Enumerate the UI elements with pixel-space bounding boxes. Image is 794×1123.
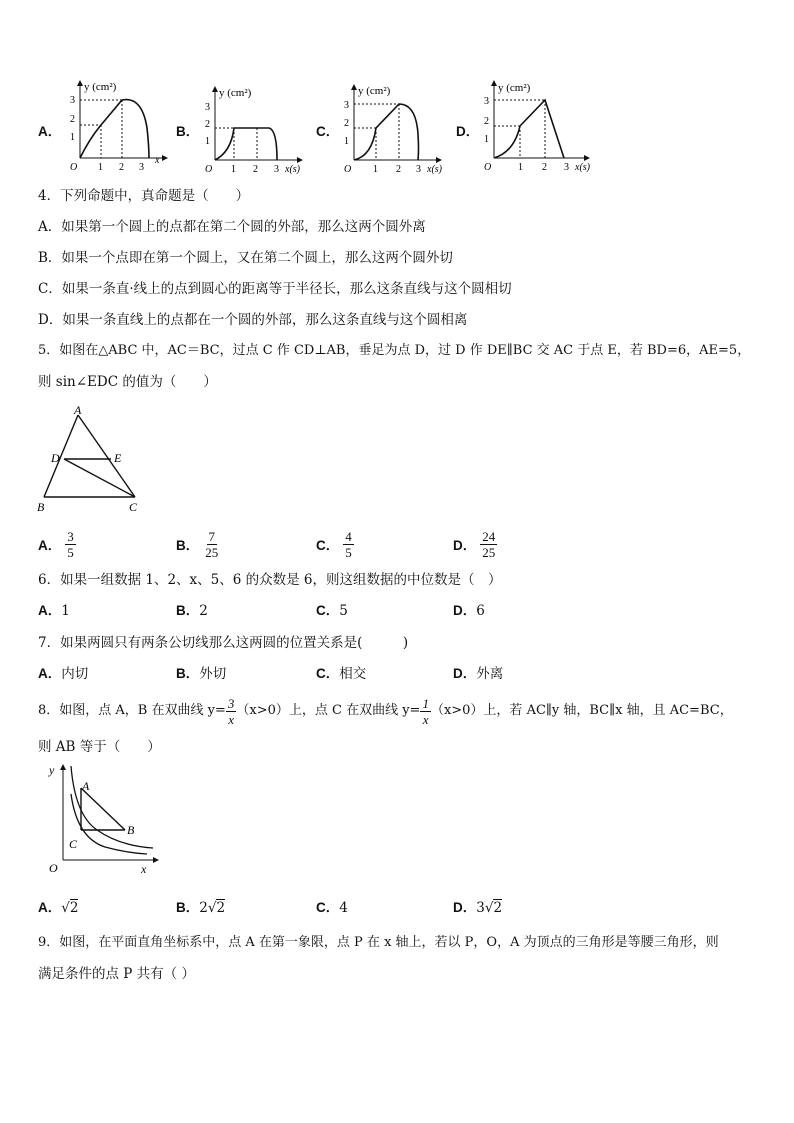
q7-option-c[interactable]: C．相交 [316, 666, 367, 682]
svg-text:3: 3 [70, 95, 75, 106]
svg-text:2: 2 [344, 118, 349, 129]
q9-stem-line1: 9．如图，在平面直角坐标系中，点 A 在第一象限，点 P 在 x 轴上，若以 P，O，A 为顶点的三角形是等腰三角形，则 [38, 935, 719, 950]
svg-text:D: D [51, 451, 60, 465]
svg-text:1: 1 [373, 164, 378, 175]
svg-text:x(s): x(s) [285, 164, 300, 175]
q6-option-a[interactable]: A．1 [38, 603, 70, 619]
q3-graph-b [197, 86, 312, 176]
svg-text:3: 3 [205, 102, 210, 113]
q8-hyperbola-figure [35, 760, 160, 880]
q6-stem: 6．如果一组数据 1、2、x、5、6 的众数是 6，则这组数据的中位数是（ ） [38, 572, 502, 588]
svg-text:1: 1 [205, 136, 210, 147]
q8-stem-line2: 则 AB 等于（ ） [38, 739, 161, 755]
q8-option-b[interactable]: B．2√2 [176, 900, 226, 916]
q7-stem: 7．如果两圆只有两条公切线那么这两圆的位置关系是( ) [38, 635, 409, 651]
svg-text:2: 2 [253, 164, 258, 175]
q5-stem-line1: 5．如图在△ABC 中，AC＝BC，过点 C 作 CD⊥AB，垂足为点 D，过 D 作 DE∥BC 交 AC 于点 E，若 BD=6，AE=5， [38, 343, 751, 358]
q4-option-b[interactable]: B．如果一个点即在第一个圆上，又在第二个圆上，那么这两个圆外切 [38, 250, 453, 266]
svg-text:E: E [114, 451, 122, 465]
svg-text:O: O [344, 164, 352, 175]
q6-option-b[interactable]: B．2 [176, 603, 208, 619]
svg-text:1: 1 [344, 136, 349, 147]
q5-option-a[interactable]: A． $\frac{3}{5}$ [38, 528, 74, 560]
svg-text:3: 3 [416, 164, 421, 175]
svg-text:x: x [141, 862, 147, 876]
svg-text:x(s): x(s) [427, 164, 442, 175]
sqrt-icon: √ [484, 900, 494, 916]
q4-stem: 4．下列命题中，真命题是（ ） [38, 188, 250, 204]
q3-option-c-label[interactable]: C． [316, 124, 340, 139]
svg-text:3: 3 [564, 162, 569, 173]
q3-graph-a [62, 78, 172, 173]
svg-text:B: B [127, 823, 135, 837]
sqrt-icon: √ [207, 900, 217, 916]
svg-text:3: 3 [484, 96, 489, 107]
svg-text:C: C [129, 500, 138, 514]
svg-text:3: 3 [139, 162, 144, 173]
q3-options [0, 78, 794, 178]
svg-text:2: 2 [542, 162, 547, 173]
q8-stem-line1: 8．如图，点 A，B 在双曲线 y= $\frac{3}{x}$ （x>0）上，点 C 在双曲线 y= $\frac{1}{x}$ （x>0）上，若 AC∥y 轴，BC∥x 轴，且 AC=BC， [38, 695, 733, 727]
svg-text:2: 2 [484, 116, 489, 127]
q8-option-c[interactable]: C．4 [316, 900, 348, 916]
svg-text:3: 3 [274, 164, 279, 175]
q4-option-a[interactable]: A．如果第一个圆上的点都在第二个圆的外部，那么这两个圆外离 [38, 219, 426, 235]
q7-option-b[interactable]: B．外切 [176, 666, 227, 682]
q7-option-a[interactable]: A．内切 [38, 666, 89, 682]
svg-text:2: 2 [119, 162, 124, 173]
svg-text:2: 2 [396, 164, 401, 175]
svg-text:1: 1 [518, 162, 523, 173]
svg-text:1: 1 [98, 162, 103, 173]
svg-text:C: C [69, 837, 78, 851]
q8-options [0, 896, 794, 920]
q5-stem-line2: 则 sin∠EDC 的值为（ ） [38, 374, 217, 390]
q5-triangle-figure [35, 405, 155, 515]
svg-text:O: O [70, 162, 78, 173]
svg-text:A: A [82, 779, 90, 793]
q5-option-b[interactable]: B． $\frac{7}{25}$ [176, 528, 219, 560]
q8-option-a[interactable]: A．√2 [38, 900, 79, 916]
svg-text:y (cm²): y (cm²) [498, 82, 531, 94]
q9-stem-line2: 满足条件的点 P 共有（ ） [38, 966, 195, 982]
q5-option-c[interactable]: C． $\frac{4}{5}$ [316, 528, 352, 560]
svg-text:y (cm²): y (cm²) [219, 87, 252, 99]
q3-a-unit: y (cm²) [84, 81, 117, 93]
svg-text:1: 1 [70, 132, 75, 143]
svg-text:y (cm²): y (cm²) [358, 85, 391, 97]
svg-text:3: 3 [344, 100, 349, 111]
svg-text:O: O [49, 861, 58, 875]
q4-option-c[interactable]: C．如果一条直·线上的点到圆心的距离等于半径长，那么这条直线与这个圆相切 [38, 281, 512, 297]
svg-text:2: 2 [70, 114, 75, 125]
q6-option-c[interactable]: C．5 [316, 603, 348, 619]
svg-text:y: y [49, 763, 55, 777]
sqrt-icon: √ [61, 900, 70, 916]
svg-text:O: O [484, 162, 492, 173]
q6-option-d[interactable]: D．6 [453, 603, 485, 619]
svg-text:O: O [205, 164, 213, 175]
q5-options [0, 522, 794, 566]
q7-option-d[interactable]: D．外离 [453, 666, 504, 682]
svg-text:x: x [155, 155, 160, 166]
q4-option-d[interactable]: D．如果一条直线上的点都在一个圆的外部，那么这条直线与这个圆相离 [38, 312, 468, 328]
svg-text:B: B [37, 500, 45, 514]
q3-graph-c [336, 84, 451, 176]
svg-text:1: 1 [231, 164, 236, 175]
q3-option-a-label[interactable]: A． [38, 124, 62, 139]
svg-text:x(s): x(s) [575, 162, 590, 173]
q3-graph-d [476, 78, 601, 176]
q3-option-d-label[interactable]: D． [456, 124, 480, 139]
svg-text:1: 1 [484, 134, 489, 145]
svg-text:A: A [74, 405, 82, 417]
svg-text:2: 2 [205, 119, 210, 130]
q8-option-d[interactable]: D．3√2 [453, 900, 503, 916]
q5-option-d[interactable]: D． $\frac{24}{25}$ [453, 528, 496, 560]
q3-option-b-label[interactable]: B． [176, 124, 200, 139]
